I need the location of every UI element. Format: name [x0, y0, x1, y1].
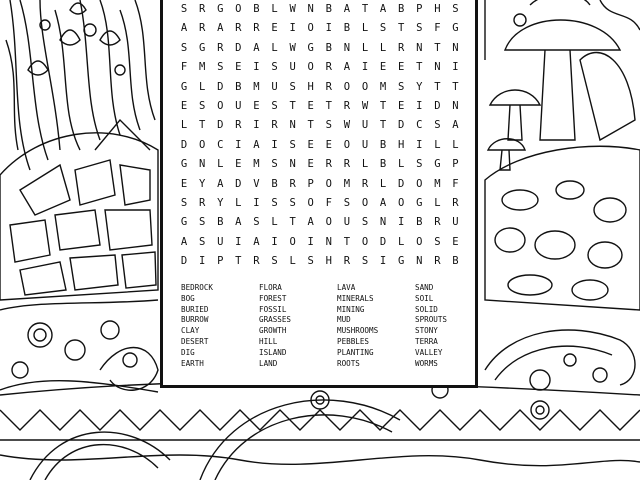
grid-letter: D — [379, 235, 387, 248]
grid-letter: L — [398, 158, 405, 171]
grid-letter: T — [343, 235, 351, 248]
grid-letter: L — [271, 216, 278, 229]
grid-letter: R — [398, 41, 405, 54]
grid-letter: S — [271, 158, 278, 171]
grid-letter: O — [289, 235, 296, 248]
grid-letter: I — [307, 235, 314, 248]
grid-letter: S — [271, 99, 278, 112]
grid-letter: I — [379, 255, 387, 268]
grid-letter: I — [253, 196, 260, 209]
grid-letter: S — [325, 119, 332, 132]
grid-letter: A — [343, 3, 351, 15]
grid-letter: B — [398, 3, 405, 15]
grid-letter: Y — [416, 80, 423, 93]
grid-letter: V — [253, 177, 260, 190]
grid-letter: L — [271, 3, 278, 15]
grid-letter: G — [416, 196, 423, 209]
grid-letter: B — [379, 158, 387, 171]
grid-letter: W — [289, 41, 296, 54]
grid-letter: R — [253, 22, 260, 35]
grid-letter: C — [416, 119, 423, 132]
grid-letter: S — [452, 3, 459, 15]
grid-letter: I — [452, 61, 459, 74]
grid-letter: U — [361, 119, 369, 132]
grid-letter: R — [343, 158, 351, 171]
grid-letter: R — [198, 3, 206, 15]
word-item: FOREST — [259, 293, 287, 303]
grid-letter: I — [416, 99, 423, 112]
grid-letter: I — [253, 61, 260, 74]
word-item: LAND — [259, 358, 278, 368]
grid-letter: B — [217, 216, 224, 229]
grid-letter: T — [379, 119, 387, 132]
word-item: MUD — [337, 315, 351, 325]
grid-letter: E — [307, 158, 314, 171]
grid-letter: M — [253, 158, 260, 171]
grid-letter: M — [253, 80, 260, 93]
worm-right — [485, 330, 635, 390]
grid-letter: B — [343, 22, 351, 35]
grid-letter: I — [235, 235, 242, 248]
grid-letter: T — [434, 41, 441, 54]
grid-letter: A — [253, 235, 260, 248]
grid-letter: L — [379, 41, 387, 54]
grid-letter: E — [235, 158, 242, 171]
grid-letter: T — [398, 22, 405, 35]
word-item: MINERALS — [337, 293, 374, 303]
grid-letter: G — [307, 41, 314, 54]
grid-letter: H — [307, 80, 314, 93]
word-item: EARTH — [181, 358, 204, 368]
word-item: GRASSES — [259, 315, 292, 325]
grid-letter: O — [398, 196, 405, 209]
word-item: SAND — [415, 283, 434, 292]
word-item: DIG — [181, 347, 195, 357]
grid-letter: D — [235, 177, 242, 190]
grid-letter: W — [343, 119, 351, 132]
grid-letter: S — [198, 99, 206, 112]
word-item: SPROUTS — [415, 315, 448, 325]
grid-letter: E — [307, 138, 314, 151]
grid-letter: D — [434, 99, 441, 112]
grid-letter: I — [289, 22, 296, 35]
grid-letter: S — [180, 3, 188, 15]
grid-letter: B — [325, 41, 332, 54]
grid-letter: F — [434, 22, 441, 35]
word-item: BEDROCK — [181, 283, 214, 292]
grid-letter: P — [217, 255, 224, 268]
grid-letter: W — [361, 99, 369, 112]
grid-letter: R — [198, 22, 206, 35]
word-item: ISLAND — [259, 347, 287, 357]
grid-letter: B — [379, 138, 387, 151]
grid-letter: L — [289, 255, 296, 268]
grid-letter: D — [398, 177, 405, 190]
grid-letter: T — [452, 80, 459, 93]
word-item: MINING — [337, 304, 365, 314]
grid-letter: O — [307, 196, 314, 209]
grid-letter: E — [452, 235, 459, 248]
grid-letter: T — [434, 80, 441, 93]
grid-letter: D — [180, 138, 188, 151]
grid-letter: E — [180, 177, 188, 190]
word-item: BOG — [181, 293, 195, 303]
grid-letter: N — [289, 119, 296, 132]
grid-letter: I — [416, 138, 423, 151]
grid-letter: D — [235, 41, 242, 54]
grid-letter: G — [180, 158, 188, 171]
grid-letter: R — [235, 22, 242, 35]
grid-letter: E — [398, 61, 405, 74]
word-item: MUSHROOMS — [337, 326, 379, 336]
grid-letter: N — [307, 3, 314, 15]
grid-letter: P — [307, 177, 314, 190]
word-search-panel — [160, 0, 478, 388]
grid-letter: R — [253, 255, 260, 268]
grid-letter: L — [398, 235, 405, 248]
grid-letter: S — [343, 196, 351, 209]
grid-letter: R — [289, 177, 296, 190]
grid-letter: B — [416, 216, 423, 229]
grid-letter: A — [253, 138, 260, 151]
grid-letter: S — [398, 80, 405, 93]
grid-letter: S — [307, 255, 314, 268]
word-item: VALLEY — [415, 347, 443, 357]
word-item: STONY — [415, 326, 438, 336]
word-item: ROOTS — [337, 358, 360, 368]
grid-letter: T — [325, 99, 332, 112]
grid-letter: D — [398, 119, 405, 132]
grid-letter: N — [343, 41, 351, 54]
grid-letter: L — [452, 138, 459, 151]
grid-letter: N — [416, 255, 423, 268]
grid-letter: B — [452, 255, 459, 268]
grid-letter: R — [271, 119, 278, 132]
grid-letter: M — [198, 61, 206, 74]
grid-letter: N — [452, 41, 459, 54]
grid-letter: S — [289, 196, 296, 209]
word-item: SOIL — [415, 293, 434, 303]
grid-letter: O — [325, 216, 332, 229]
word-item: LAVA — [337, 283, 356, 292]
grid-letter: N — [289, 158, 296, 171]
grid-letter: G — [434, 158, 441, 171]
grid-letter: B — [253, 3, 260, 15]
word-column — [415, 283, 475, 373]
grid-letter: L — [361, 41, 369, 54]
grid-letter: S — [434, 119, 441, 132]
grid-letter: G — [452, 22, 459, 35]
grid-letter: Y — [198, 177, 206, 190]
grid-letter: L — [434, 196, 441, 209]
grid-letter: S — [289, 138, 296, 151]
grid-letter: W — [289, 3, 296, 15]
grid-letter: F — [325, 196, 332, 209]
grid-letter: A — [217, 177, 224, 190]
grid-letter: L — [198, 80, 206, 93]
grid-letter: L — [379, 177, 387, 190]
grid-letter: E — [271, 22, 278, 35]
word-item: FOSSIL — [259, 304, 287, 314]
grid-letter: S — [271, 61, 278, 74]
grid-letter: S — [289, 80, 296, 93]
grid-letter: C — [217, 138, 224, 151]
grid-letter: O — [235, 3, 242, 15]
grid-letter: O — [416, 177, 423, 190]
grid-letter: H — [398, 138, 405, 151]
grass-plants-left — [6, 0, 155, 170]
grid-letter: O — [325, 177, 332, 190]
word-item: WORMS — [415, 358, 438, 368]
grid-letter: E — [325, 138, 332, 151]
grid-letter: T — [416, 61, 423, 74]
grid-letter: G — [217, 3, 224, 15]
grid-letter: E — [379, 61, 387, 74]
grid-letter: O — [307, 61, 314, 74]
grid-letter: D — [217, 80, 224, 93]
grid-letter: I — [271, 138, 278, 151]
word-column — [259, 283, 337, 373]
word-item: CLAY — [181, 326, 200, 336]
grid-letter: I — [253, 119, 260, 132]
grid-letter: N — [416, 41, 423, 54]
grid-letter: G — [180, 216, 188, 229]
grid-letter: R — [325, 61, 332, 74]
grid-letter: G — [198, 41, 206, 54]
grid-letter: O — [198, 138, 206, 151]
grid-letter: I — [198, 255, 206, 268]
word-item: TERRA — [415, 336, 438, 346]
grid-letter: R — [343, 99, 351, 112]
word-item: HILL — [259, 336, 278, 346]
grid-letter: G — [180, 80, 188, 93]
grid-letter: B — [271, 177, 278, 190]
rock-shapes-right — [485, 146, 640, 310]
grid-letter: I — [361, 61, 369, 74]
grid-letter: R — [434, 255, 441, 268]
grid-letter: E — [253, 99, 260, 112]
grid-letter: T — [307, 119, 314, 132]
grid-letter: O — [343, 80, 351, 93]
grid-letter: M — [343, 177, 351, 190]
grid-letter: T — [235, 255, 242, 268]
grid-letter: U — [217, 235, 224, 248]
grid-letter: S — [217, 61, 224, 74]
grid-letter: I — [235, 138, 242, 151]
grid-letter: U — [452, 216, 459, 229]
grid-letter: R — [325, 158, 332, 171]
grid-letter: T — [289, 216, 296, 229]
grid-letter: A — [307, 216, 314, 229]
grid-letter: S — [271, 255, 278, 268]
grid-letter: S — [198, 235, 206, 248]
grid-letter: L — [235, 196, 242, 209]
word-column — [337, 283, 415, 373]
word-item: DESERT — [181, 336, 209, 346]
grid-letter: A — [343, 61, 351, 74]
grid-letter: B — [235, 80, 242, 93]
grid-letter: S — [416, 158, 423, 171]
grid-letter: A — [217, 22, 224, 35]
grid-letter: I — [325, 22, 332, 35]
word-item: FLORA — [259, 283, 282, 292]
grid-letter: A — [180, 22, 188, 35]
grid-letter: A — [253, 41, 260, 54]
grid-letter: Y — [217, 196, 224, 209]
grid-letter: S — [271, 196, 278, 209]
word-item: BURROW — [181, 315, 209, 325]
grid-letter: D — [217, 119, 224, 132]
grid-letter: O — [361, 235, 369, 248]
grid-letter: S — [416, 22, 423, 35]
grid-letter: R — [198, 196, 206, 209]
grid-letter: N — [452, 99, 459, 112]
grid-letter: L — [180, 119, 188, 132]
grid-letter: L — [271, 41, 278, 54]
grid-letter: R — [343, 255, 351, 268]
grid-letter: N — [198, 158, 206, 171]
grid-letter: E — [235, 61, 242, 74]
grid-letter: L — [361, 22, 369, 35]
grid-letter: B — [325, 3, 332, 15]
grid-letter: I — [398, 216, 405, 229]
grid-letter: O — [343, 138, 351, 151]
word-item: PEBBLES — [337, 336, 370, 346]
grid-letter: S — [180, 196, 188, 209]
word-list — [181, 283, 471, 373]
grid-letter: E — [398, 99, 405, 112]
grid-letter: E — [180, 99, 188, 112]
grid-letter: T — [361, 3, 369, 15]
grid-letter: T — [379, 99, 387, 112]
grid-letter: O — [361, 80, 369, 93]
grid-letter: R — [434, 216, 441, 229]
grid-letter: L — [434, 138, 441, 151]
grid-letter: A — [379, 196, 387, 209]
word-item: BURIED — [181, 304, 209, 314]
grid-letter: U — [289, 61, 296, 74]
grid-letter: F — [180, 61, 188, 74]
grid-letter: A — [379, 3, 387, 15]
grid-letter: S — [180, 41, 188, 54]
grid-letter: N — [325, 235, 332, 248]
grid-letter: A — [452, 119, 459, 132]
grid-letter: L — [361, 158, 369, 171]
grid-letter: U — [271, 80, 278, 93]
grid-letter: M — [434, 177, 441, 190]
grid-letter: M — [379, 80, 387, 93]
word-item: PLANTING — [337, 347, 374, 357]
grid-letter: R — [325, 80, 332, 93]
word-item: GROWTH — [259, 326, 287, 336]
grid-letter: S — [434, 235, 441, 248]
grid-letter: T — [198, 119, 206, 132]
word-item: SOLID — [415, 304, 438, 314]
grid-letter: N — [379, 216, 387, 229]
swirl-patterns-left — [0, 300, 158, 392]
grid-letter: I — [271, 235, 278, 248]
grid-letter: S — [361, 255, 369, 268]
grid-letter: N — [434, 61, 441, 74]
grid-letter: U — [343, 216, 351, 229]
grid-letter: S — [198, 216, 206, 229]
grid-letter: P — [416, 3, 423, 15]
grid-letter: D — [180, 255, 188, 268]
grid-letter: R — [235, 119, 242, 132]
grid-letter: A — [180, 235, 188, 248]
grid-letter: O — [361, 196, 369, 209]
grid-letter: A — [235, 216, 242, 229]
grid-letter: T — [289, 99, 296, 112]
grid-letter: R — [217, 41, 224, 54]
grid-letter: S — [253, 216, 260, 229]
letter-grid — [175, 0, 465, 271]
grid-letter: H — [434, 3, 441, 15]
grid-letter: O — [307, 22, 314, 35]
grid-letter: U — [361, 138, 369, 151]
grid-letter: G — [398, 255, 405, 268]
grid-letter: P — [452, 158, 459, 171]
grid-letter: U — [235, 99, 242, 112]
grid-letter: R — [452, 196, 459, 209]
grid-letter: S — [379, 22, 387, 35]
mushrooms-right — [485, 0, 640, 170]
grid-letter: L — [217, 158, 224, 171]
grid-letter: S — [361, 216, 369, 229]
bottom-pattern-band — [0, 382, 640, 480]
grid-letter: R — [361, 177, 369, 190]
grid-letter: H — [325, 255, 332, 268]
word-column — [181, 283, 259, 373]
grid-letter: O — [217, 99, 224, 112]
grid-letter: F — [452, 177, 459, 190]
grid-letter: E — [307, 99, 314, 112]
grid-letter: O — [416, 235, 423, 248]
